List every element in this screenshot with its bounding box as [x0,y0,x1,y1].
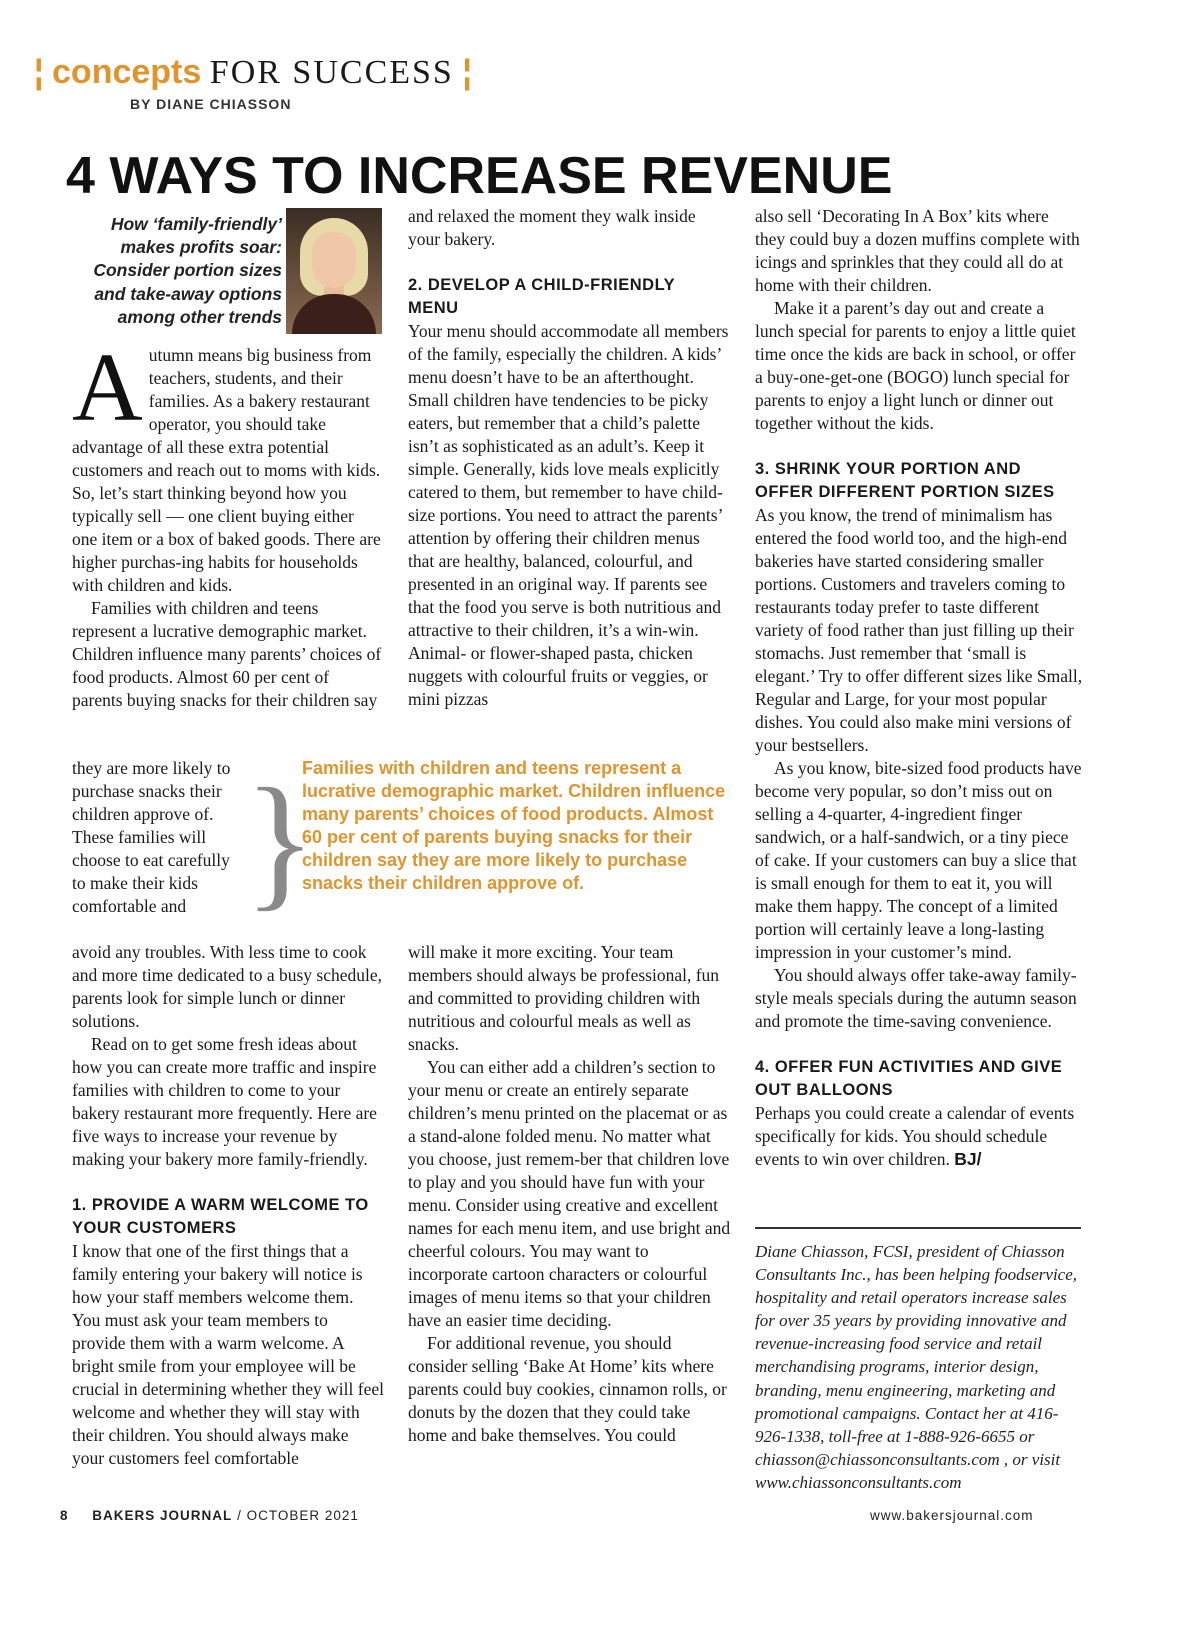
section-name-rest: FOR SUCCESS [209,54,454,91]
article-dek: How ‘family-friendly’ makes profits soar: Consider portion sizes and take-away options among other trends [93,214,282,327]
subhead-2: 2. DEVELOP A CHILD-FRIENDLY MENU [408,276,675,317]
section-header [34,52,472,93]
subhead-4: 4. OFFER FUN ACTIVITIES AND GIVE OUT BALLOONS [755,1058,1063,1099]
body-paragraph: also sell ‘Decorating In A Box’ kits where they could buy a dozen muffins complete with icings and sprinkles that they could all do at home with their children. [755,206,1080,295]
intro-paragraph: utumn means big business from teachers, students, and their families. As a bakery restaurant operator, you should take advantage of all these extra potential customers and reach out to moms with kids. So, let’s start thinking beyond how you typically sell — one client buying either one item or a box of baked goods. There are higher purchas-ing habits for households with children and kids. [72,345,381,595]
pullquote-brace: } [244,758,316,924]
body-paragraph: Make it a parent’s day out and create a lunch special for parents to enjoy a little quiet time once the kids are back in school, or offer a buy-one-get-one (BOGO) lunch special for parents to enjoy a light lunch or dinner out together without the kids. [755,298,1076,433]
author-photo-face [312,232,356,288]
section-bar-left: ¦ [34,53,44,91]
pullquote: Families with children and teens represent a lucrative demographic market. Children influence many parents’ choices of food products. Almost 60 per cent of parents buying snacks for their children say they are more likely to purchase snacks their children approve of. [302,758,726,893]
column-1-narrow [72,757,240,918]
section-name-accent: concepts [52,53,202,91]
footer-website: www.bakersjournal.com [870,1508,1034,1523]
column-1-bottom [72,941,384,1470]
body-paragraph: avoid any troubles. With less time to cook and more time dedicated to a busy schedule, parents look for simple lunch or dinner solutions. [72,942,383,1031]
drop-cap: A [72,334,143,442]
subhead-3: 3. SHRINK YOUR PORTION AND OFFER DIFFERENT PORTION SIZES [755,460,1055,501]
body-paragraph: Your menu should accommodate all members of the family, especially the children. A kids’ menu doesn’t have to be an afterthought. Small children have tendencies to be picky eaters, but remember that a child’s palette isn’t as sophisticated as an adult’s. Keep it simple. Generally, kids love meals explicitly catered to them, but remember to have child-size portions. You need to attract the parents’ attention by offering their children menus that are healthy, balanced, colourful, and presented in an original way. If parents see that the food you serve is both nutritious and attractive to their children, it’s a win-win. Animal- or flower-shaped pasta, chicken nuggets with colourful fruits or veggies, or mini pizzas [408,321,729,709]
column-2-top [408,205,730,711]
author-photo [286,208,382,334]
byline: BY DIANE CHIASSON [130,96,292,112]
body-paragraph: Families with children and teens represent a lucrative demographic market. Children influence many parents’ choices of food products. Almost 60 per cent of parents buying snacks for their children say [72,598,382,710]
signoff-mark: BJ/ [954,1149,982,1169]
article-headline: 4 WAYS TO INCREASE REVENUE [66,147,893,205]
publication-name: BAKERS JOURNAL [92,1508,233,1523]
bio-divider [755,1227,1081,1229]
author-bio: Diane Chiasson, FCSI, president of Chiasson Consultants Inc., has been helping foodservice, hospitality and retail operators increase sales for over 35 years by providing innovative and revenue-increasing food service and retail merchandising programs, interior design, branding, menu engineering, marketing and promotional campaigns. Contact her at 416-926-1338, toll-free at 1-888-926-6655 or chiasson@chiassonconsultants.com , or visit www.chiassonconsultants.com [755,1242,1078,1492]
column-3 [755,205,1083,1171]
body-paragraph: You can either add a children’s section to your menu or create an entirely separate children’s menu printed on the placemat or as a stand-alone folded menu. No matter what you choose, just remem-ber that children love to play and you should have fun with your menu. Consider using creative and excellent names for each menu item, and use bright and cheerful colours. You may want to incorporate cartoon characters or colourful images of menu items so that your children have an easier time deciding. [408,1057,731,1330]
body-paragraph: I know that one of the first things that a family entering your bakery will notice is how your staff members welcome them. You must ask your team members to provide them with a warm welcome. A bright smile from your employee will be crucial in determining whether they will feel welcome and whether they will stay with their children. You should always make your customers feel comfortable [72,1241,384,1468]
subhead-1: 1. PROVIDE A WARM WELCOME TO YOUR CUSTOMERS [72,1196,369,1237]
column-2-bottom [408,941,732,1447]
footer-left [60,1508,359,1523]
body-paragraph: Read on to get some fresh ideas about how you can create more traffic and inspire families with children to come to your bakery restaurant more frequently. Here are five ways to increase your revenue by making your bakery more family-friendly. [72,1034,377,1169]
body-paragraph: will make it more exciting. Your team members should always be professional, fun and committed to providing children with nutritious and colourful meals as well as snacks. [408,942,720,1054]
body-paragraph-narrow: they are more likely to purchase snacks their children approve of. These families will choose to eat carefully to make their kids comfortable and [72,758,231,916]
body-paragraph: and relaxed the moment they walk inside your bakery. [408,206,696,249]
closing-text: Perhaps you could create a calendar of events specifically for kids. You should schedule events to win over children. [755,1103,1075,1169]
issue-date: / OCTOBER 2021 [237,1508,359,1523]
body-paragraph: You should always offer take-away family-style meals specials during the autumn season and promote the time-saving convenience. [755,965,1077,1031]
body-paragraph: As you know, the trend of minimalism has entered the food world too, and the high-end bakeries have started considering smaller portions. Customers and travelers coming to restaurants today prefer to taste different variety of food rather than just filling up their stomachs. Just remember that ‘small is elegant.’ Try to offer different sizes like Small, Regular and Large, for your most popular dishes. You could also make mini versions of your bestsellers. [755,505,1083,755]
body-paragraph: As you know, bite-sized food products have become very popular, so don’t miss out on selling a 4-quarter, 4-ingredient finger sandwich, or a half-sandwich, or a tiny piece of cake. If your customers can buy a slice that is small enough for them to eat it, you will make them happy. The concept of a limited portion will certainly leave a long-lasting impression in your customer’s mind. [755,758,1082,962]
body-paragraph: For additional revenue, you should consider selling ‘Bake At Home’ kits where parents could buy cookies, cinnamon rolls, or donuts by the dozen that they could take home and bake themselves. You could [408,1333,727,1445]
column-1-top [72,334,382,712]
author-photo-body [292,294,376,334]
body-paragraph [755,1102,1083,1171]
page-number: 8 [60,1508,69,1523]
section-bar-right: ¦ [462,53,472,91]
